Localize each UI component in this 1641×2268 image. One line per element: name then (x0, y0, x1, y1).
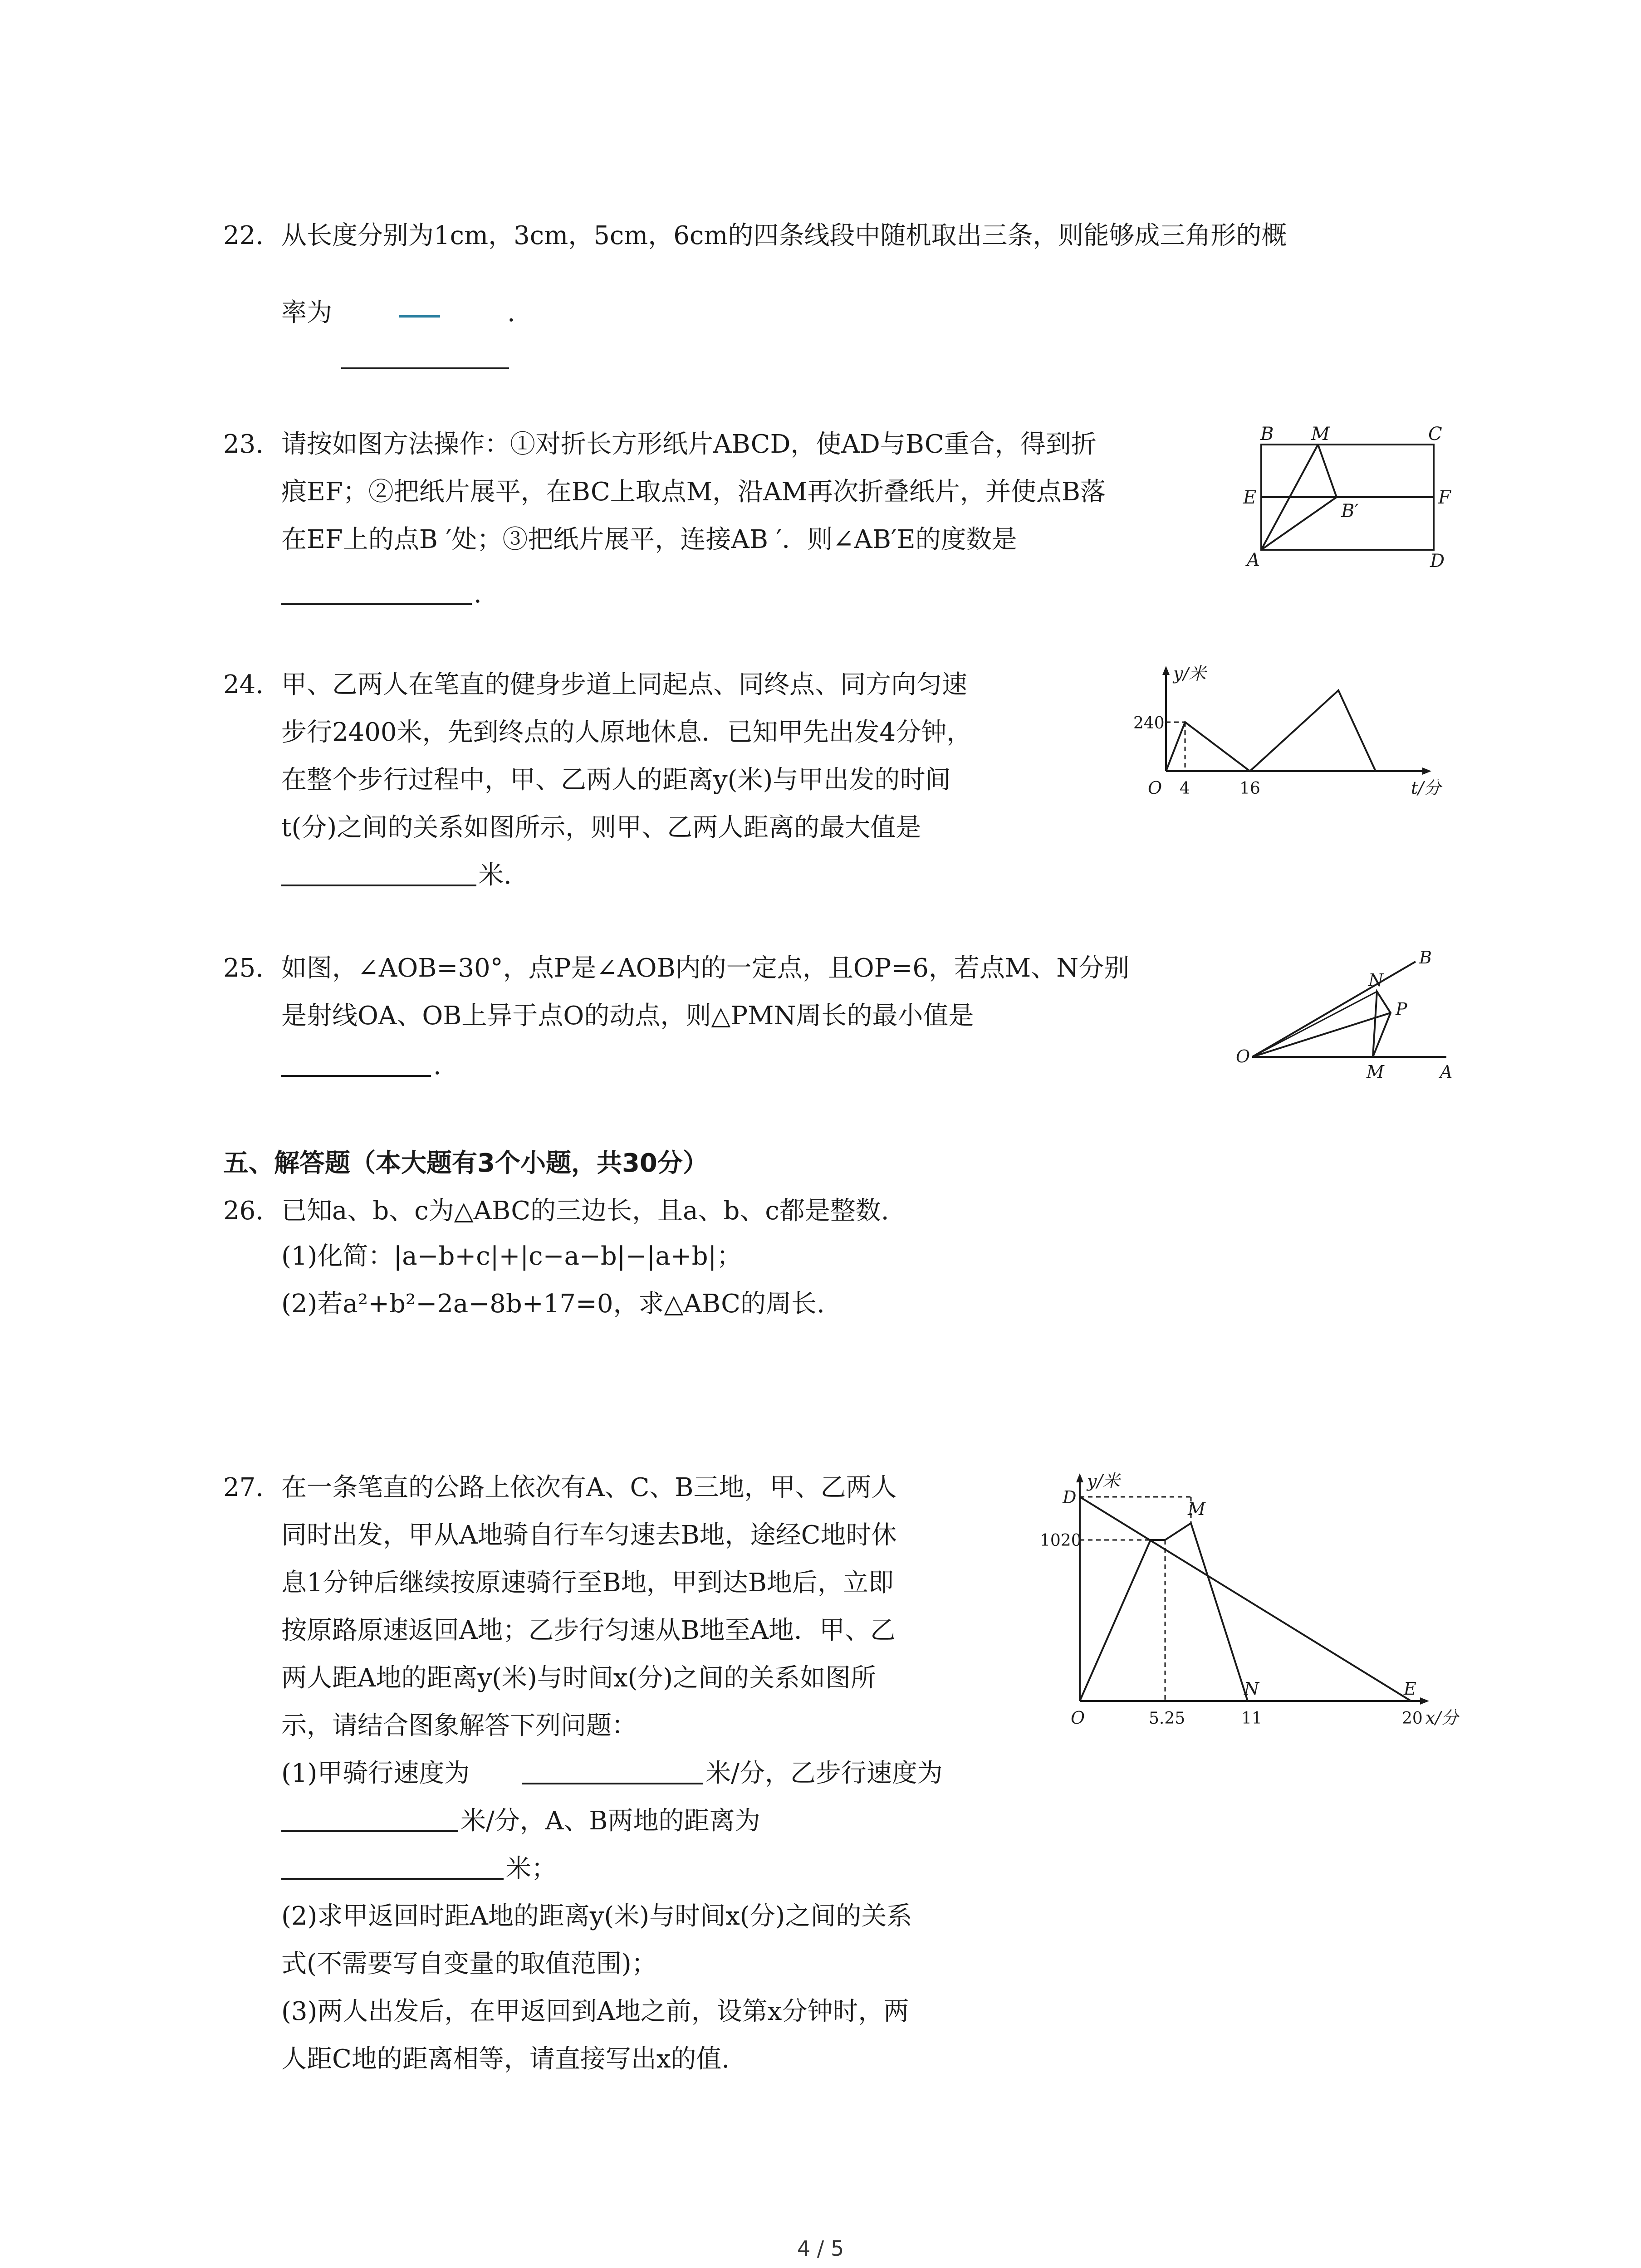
question-text: 示，请结合图象解答下列问题： (281, 1711, 637, 1740)
point-n: N (1244, 1679, 1259, 1699)
part-2-text: 式(不需要写自变量的取值范围)； (281, 1949, 657, 1979)
part-2-text: (2)求甲返回时距A地的距离y(米)与时间x(分)之间的关系 (281, 1901, 912, 1931)
label-e: E (1243, 487, 1257, 508)
question-text: 在整个步行过程中，甲、乙两人的距离y(米)与甲出发的时间 (281, 765, 951, 795)
y-tick-240: 240 (1133, 714, 1165, 733)
x-axis-label: x/分 (1425, 1708, 1459, 1728)
period: . (433, 1051, 441, 1080)
part-1-text: 米； (506, 1854, 557, 1883)
label-m: M (1367, 1062, 1384, 1082)
question-27 (0, 1465, 1043, 2182)
label-f: F (1438, 487, 1451, 508)
label-b: B (1260, 424, 1274, 445)
question-number: 23. (223, 430, 264, 459)
part-1-text: (1)甲骑行速度为 (281, 1759, 470, 1788)
x-axis-label: t/分 (1411, 778, 1441, 798)
answer-blank[interactable] (281, 1075, 431, 1077)
label-m: M (1311, 424, 1330, 445)
part-1-text: 米/分，乙步行速度为 (705, 1759, 943, 1788)
part-1-text: 米/分，A、B两地的距离为 (460, 1806, 760, 1836)
fraction-bar (399, 315, 440, 318)
answer-blank[interactable] (281, 603, 472, 605)
question-text: 甲、乙两人在笔直的健身步道上同起点、同终点、同方向匀速 (281, 670, 967, 699)
question-number: 24. (223, 670, 264, 699)
x-tick-4: 4 (1180, 779, 1190, 798)
answer-blank-speed-jia[interactable] (522, 1783, 703, 1784)
answer-blank-distance-ab[interactable] (281, 1878, 504, 1880)
label-a: A (1440, 1062, 1453, 1082)
question-text: 在一条笔直的公路上依次有A、C、B三地，甲、乙两人 (281, 1473, 897, 1502)
question-22 (0, 213, 1641, 395)
question-26 (0, 1188, 1641, 1334)
figure-distance-graph (1134, 662, 1461, 812)
label-d: D (1430, 551, 1445, 572)
question-text: 在EF上的点B ′处；③把纸片展平，连接AB ′．则∠AB′E的度数是 (281, 525, 1017, 554)
question-text: 按原路原速返回A地；乙步行匀速从B地至A地．甲、乙 (281, 1616, 896, 1645)
question-number: 22. (223, 221, 264, 250)
question-number: 25. (223, 953, 264, 983)
period: . (507, 298, 515, 327)
figure-angle-aob (1234, 943, 1461, 1084)
figure-rectangle-fold (1234, 422, 1452, 576)
question-number: 26. (223, 1196, 264, 1226)
part-3-text: (3)两人出发后，在甲返回到A地之前，设第x分钟时，两 (281, 1997, 909, 2026)
question-text: 息1分钟后继续按原速骑行至B地，甲到达B地后，立即 (281, 1568, 894, 1598)
question-text: 痕EF；②把纸片展平，在BC上取点M，沿AM再次折叠纸片，并使点B落 (281, 477, 1106, 507)
point-e: E (1404, 1679, 1416, 1699)
label-c: C (1428, 424, 1442, 445)
label-b-prime: B′ (1341, 501, 1359, 522)
point-d: D (1063, 1487, 1077, 1507)
answer-blank-speed-yi[interactable] (281, 1830, 458, 1832)
question-part: (2)若a²+b²−2a−8b+17=0，求△ABC的周长. (281, 1289, 825, 1319)
question-text: 从长度分别为1cm，3cm，5cm，6cm的四条线段中随机取出三条，则能够成三角形的概 (281, 221, 1287, 250)
question-part: (1)化简：|a−b+c|+|c−a−b|−|a+b|； (281, 1242, 742, 1271)
question-text: 率为 (281, 298, 332, 327)
y-axis-label: y/米 (1173, 664, 1206, 684)
figure-travel-graph (1040, 1465, 1461, 1737)
part-3-text: 人距C地的距离相等，请直接写出x的值. (281, 2044, 730, 2074)
x-tick-11: 11 (1241, 1709, 1262, 1728)
section-heading: 五、解答题（本大题有3个小题，共30分） (223, 1149, 708, 1178)
question-text: 已知a、b、c为△ABC的三边长，且a、b、c都是整数. (281, 1196, 889, 1226)
question-text: 请按如图方法操作：①对折长方形纸片ABCD，使AD与BC重合，得到折 (281, 430, 1097, 459)
question-text: t(分)之间的关系如图所示，则甲、乙两人距离的最大值是 (281, 813, 921, 842)
question-text: 步行2400米，先到终点的人原地休息．已知甲先出发4分钟， (281, 718, 972, 747)
x-tick-16: 16 (1239, 779, 1260, 798)
question-text: 两人距A地的距离y(米)与时间x(分)之间的关系如图所 (281, 1663, 877, 1693)
label-n: N (1368, 970, 1384, 990)
question-text: 如图，∠AOB=30°，点P是∠AOB内的一定点，且OP=6，若点M、N分别 (281, 953, 1130, 983)
origin-label: O (1148, 778, 1162, 798)
answer-blank[interactable] (341, 367, 509, 369)
question-number: 27. (223, 1473, 264, 1502)
question-text: 是射线OA、OB上异于点O的动点，则△PMN周长的最小值是 (281, 1001, 974, 1031)
label-b: B (1419, 948, 1432, 968)
x-tick-20: 20 (1402, 1709, 1423, 1728)
point-m: M (1188, 1499, 1205, 1519)
label-o: O (1236, 1046, 1250, 1066)
label-p: P (1396, 999, 1407, 1019)
page-number: 4 / 5 (797, 2236, 844, 2261)
y-axis-label: y/米 (1087, 1471, 1120, 1491)
origin-label: O (1071, 1708, 1085, 1728)
question-text: 同时出发，甲从A地骑自行车匀速去B地，途经C地时休 (281, 1520, 897, 1550)
x-tick-5-25: 5.25 (1149, 1709, 1185, 1728)
unit-text: 米. (478, 860, 512, 890)
y-tick-1020: 1020 (1040, 1531, 1082, 1550)
label-a: A (1247, 550, 1260, 571)
answer-blank[interactable] (281, 885, 476, 886)
period: . (474, 579, 482, 609)
